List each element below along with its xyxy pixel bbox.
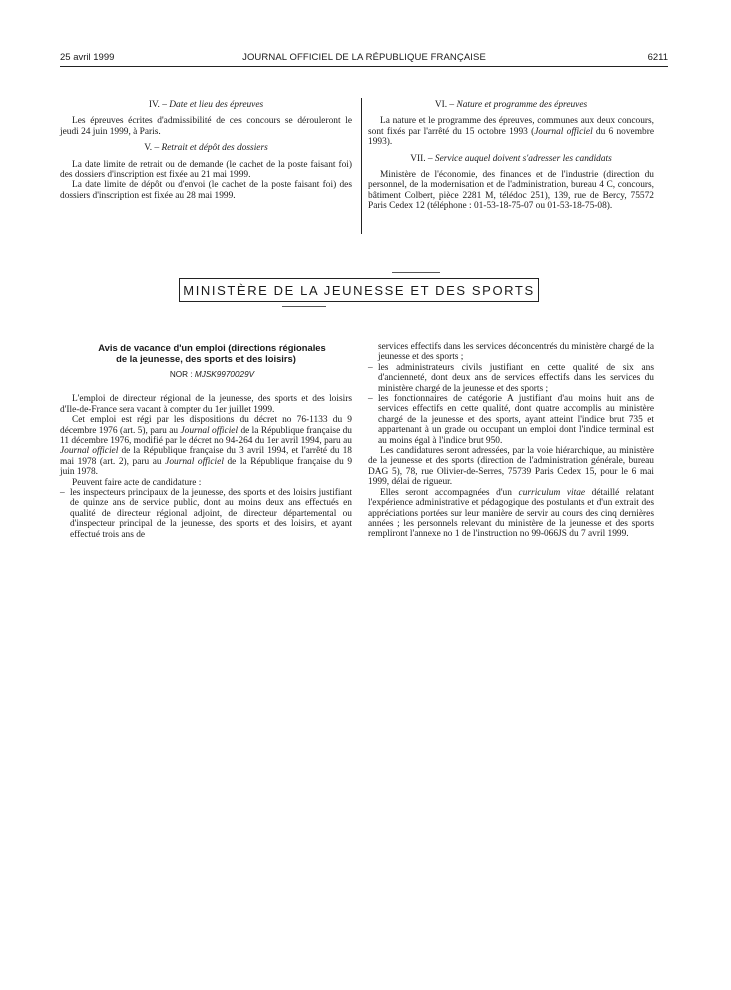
top-left-column [60,100,352,201]
paragraph: La nature et le programme des épreuves, communes aux deux concours, sont fixés par l'arrêté du 15 octobre 1993 (Journal officiel du 6 novembre 1993). [368,116,654,148]
paragraph: Les candidatures seront adressées, par la voie hiérarchique, au ministère de la jeunesse et des sports (direction de l'administration générale, bureau DAG 5), 78, rue Olivier-de-Serres, 75739 Paris Cedex 15, pour le 6 mai 1999, délai de rigueur. [368,446,654,488]
paragraph: Peuvent faire acte de candidature : [72,477,202,488]
paragraph: La date limite de retrait ou de demande (le cachet de la poste faisant foi) des dossiers d'inscription est fixée au 21 mai 1999. [60,159,352,181]
paragraph: L'emploi de directeur régional de la jeunesse, des sports et des loisirs d'Ile-de-France sera vacant à compter du 1er juillet 1999. [60,394,352,415]
bottom-left-column [60,342,352,540]
ministry-heading: MINISTÈRE DE LA JEUNESSE ET DES SPORTS [179,278,539,302]
notice-title: Avis de vacance d'un emploi (directions régionales de la jeunesse, des sports et des loisirs) [98,342,326,364]
paragraph: Les épreuves écrites d'admissibilité de ces concours se dérouleront le jeudi 24 juin 1999, à Paris. [60,116,352,137]
header-rule [60,66,668,67]
nor-reference: NOR : MJSK9970029V [169,370,255,379]
top-right-column [368,100,654,212]
decorative-rule [282,306,326,307]
page-number: 6211 [647,52,668,63]
list-item-continued: services effectifs dans les services déconcentrés du ministère chargé de la jeunesse et des sports ; [378,342,654,363]
page-header [60,52,668,66]
column-divider [361,98,362,234]
paragraph: Elles seront accompagnées d'un curriculum vitae détaillé relatant l'expérience administrative et pédagogique des postulants et d'un extrait des appréciations portées sur leur manière de servir au cours des cinq dernières années ; les personnels relevant du ministère de la jeunesse et des sports rempliront l'annexe no 1 de l'instruction no 99-066JS du 7 avril 1999. [368,487,654,540]
bottom-right-column [368,342,654,540]
header-date: 25 avril 1999 [60,52,115,63]
decorative-rule [392,272,440,273]
paragraph: Cet emploi est régi par les dispositions du décret no 76-1133 du 9 décembre 1976 (art. 5), paru au Journal officiel de la République française du 11 décembre 1976, modifié par le décret no 94-264 du 1er avril 1994, paru au Journal officiel de la République française du 3 avril 1994, et l'arrêté du 18 mai 1978 (art. 2), paru au Journal officiel de la République française du 9 juin 1978. [60,415,353,478]
list-item: – les inspecteurs principaux de la jeunesse, des sports et des loisirs justifiant de quinze ans de service public, dont au moins deux ans effectués en qualité de directeur régional adjoint, de directeur départemental ou d'inspecteur principal de la jeunesse, des sports et des loisirs, et ayant effectué trois ans de [60,488,352,540]
section-heading-vi: VI. – Nature et programme des épreuves [434,100,588,110]
list-item: – les fonctionnaires de catégorie A justifiant d'au moins huit ans de services effectifs en cette qualité, dont quatre accomplis au ministère chargé de la jeunesse et des sports, ayant atteint l'indice brut 735 et appartenant à un grade ou occupant un emploi dont l'indice terminal est au moins égal à l'indice brut 950. [368,394,654,446]
paragraph: Ministère de l'économie, des finances et de l'industrie (direction du personnel, de la modernisation et de l'administration, bureau 4 C, concours, bâtiment Colbert, pièce 2281 M, télédoc 251), 139, rue de Bercy, 75572 Paris Cedex 12 (téléphone : 01-53-18-75-07 ou 01-53-18-75-08). [368,170,654,212]
list-item: – les administrateurs civils justifiant en cette qualité de six ans d'ancienneté, dont deux ans de services effectifs dans les services du ministère chargé de la jeunesse et des sports ; [368,363,654,394]
section-heading-v: V. – Retrait et dépôt des dossiers [144,143,268,154]
journal-title: JOURNAL OFFICIEL DE LA RÉPUBLIQUE FRANÇAISE [242,52,486,63]
paragraph: La date limite de dépôt ou d'envoi (le cachet de la poste faisant foi) des dossiers d'inscription est fixée au 28 mai 1999. [60,180,352,201]
section-heading-iv: IV. – Date et lieu des épreuves [148,100,264,110]
section-heading-vii: VII. – Service auquel doivent s'adresser les candidats [410,153,612,164]
